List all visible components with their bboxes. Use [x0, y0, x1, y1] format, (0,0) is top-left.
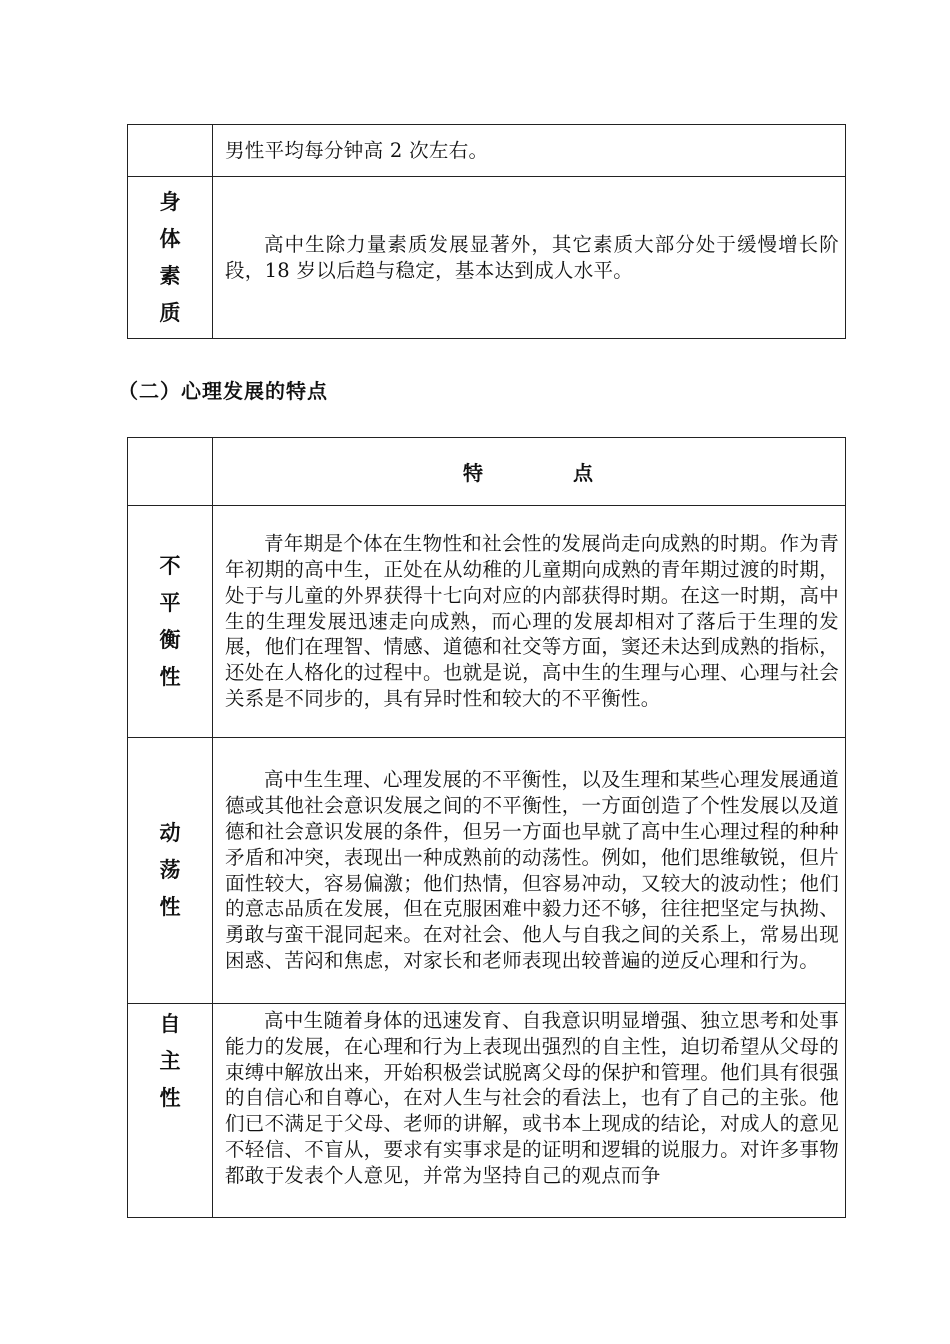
row-text: 高中生除力量素质发展显著外，其它素质大部分处于缓慢增长阶段，18 岁以后趋与稳定，基本达到成人水平。 [213, 177, 846, 339]
label-char: 性 [159, 664, 181, 689]
header-text: 点 [573, 461, 595, 485]
row-label-empty [128, 125, 213, 177]
row-text: 青年期是个体在生物性和社会性的发展尚走向成熟的时期。作为青年初期的高中生，正处在从幼稚的儿童期向成熟的青年期过渡的时期，处于与儿童的外界获得十七向对应的内部获得时期。在这一时期，高中生的生理发展迅速走向成熟，而心理的发展却相对了落后于生理的发展，他们在理智、情感、道德和社交等方面，窦还未达到成熟的指标，还处在人格化的过程中。也就是说，高中生的生理与心理、心理与社会关系是不同步的，具有异时性和较大的不平衡性。 [213, 506, 846, 738]
table-row [128, 125, 846, 177]
table-row [128, 1004, 846, 1218]
label-char: 身 [159, 189, 181, 214]
section-title: （二）心理发展的特点 [118, 379, 328, 403]
header-empty-cell [128, 438, 213, 506]
label-char: 质 [159, 300, 181, 325]
label-char: 性 [159, 1086, 181, 1110]
physical-traits-table [127, 124, 846, 339]
table-row [128, 738, 846, 1004]
psychological-traits-table [127, 437, 846, 1218]
table-row [128, 177, 846, 339]
table-header-row [128, 438, 846, 506]
row-text: 高中生生理、心理发展的不平衡性，以及生理和某些心理发展通道德或其他社会意识发展之间的不平衡性，一方面创造了个性发展以及道德和社会意识发展的条件，但另一方面也早就了高中生心理过程的种种矛盾和冲突，表现出一种成熟前的动荡性。例如，他们思维敏锐，但片面性较大，容易偏激；他们热情，但容易冲动，又较大的波动性；他们的意志品质在发展，但在克服困难中毅力还不够，往往把坚定与执拗、勇敢与蛮干混同起来。在对社会、他人与自我之间的关系上，常易出现困惑、苦闷和焦虑，对家长和老师表现出较普遍的逆反心理和行为。 [213, 738, 846, 1004]
table-row [128, 506, 846, 738]
row-label-physical-quality [128, 177, 213, 339]
label-char: 衡 [159, 627, 181, 652]
label-char: 平 [159, 590, 181, 615]
row-label-imbalance [128, 506, 213, 738]
row-label-autonomy [128, 1004, 213, 1218]
header-text: 特 [463, 461, 485, 485]
label-char: 性 [159, 895, 181, 919]
label-char: 素 [159, 263, 181, 288]
label-char: 自 [159, 1012, 181, 1036]
label-char: 动 [159, 821, 181, 845]
label-char: 不 [159, 553, 181, 578]
header-features [213, 438, 846, 506]
label-char: 荡 [159, 858, 181, 882]
row-label-turbulence [128, 738, 213, 1004]
row-text: 高中生随着身体的迅速发育、自我意识明显增强、独立思考和处事能力的发展，在心理和行为上表现出强烈的自主性，迫切希望从父母的束缚中解放出来，开始积极尝试脱离父母的保护和管理。他们具有很强的自信心和自尊心，在对人生与社会的看法上，也有了自己的主张。他们已不满足于父母、老师的讲解，或书本上现成的结论，对成人的意见不轻信、不盲从，要求有实事求是的证明和逻辑的说服力。对许多事物都敢于发表个人意见，并常为坚持自己的观点而争 [213, 1004, 846, 1218]
row-text: 男性平均每分钟高 2 次左右。 [213, 125, 846, 177]
label-char: 主 [159, 1049, 181, 1073]
label-char: 体 [159, 226, 181, 251]
